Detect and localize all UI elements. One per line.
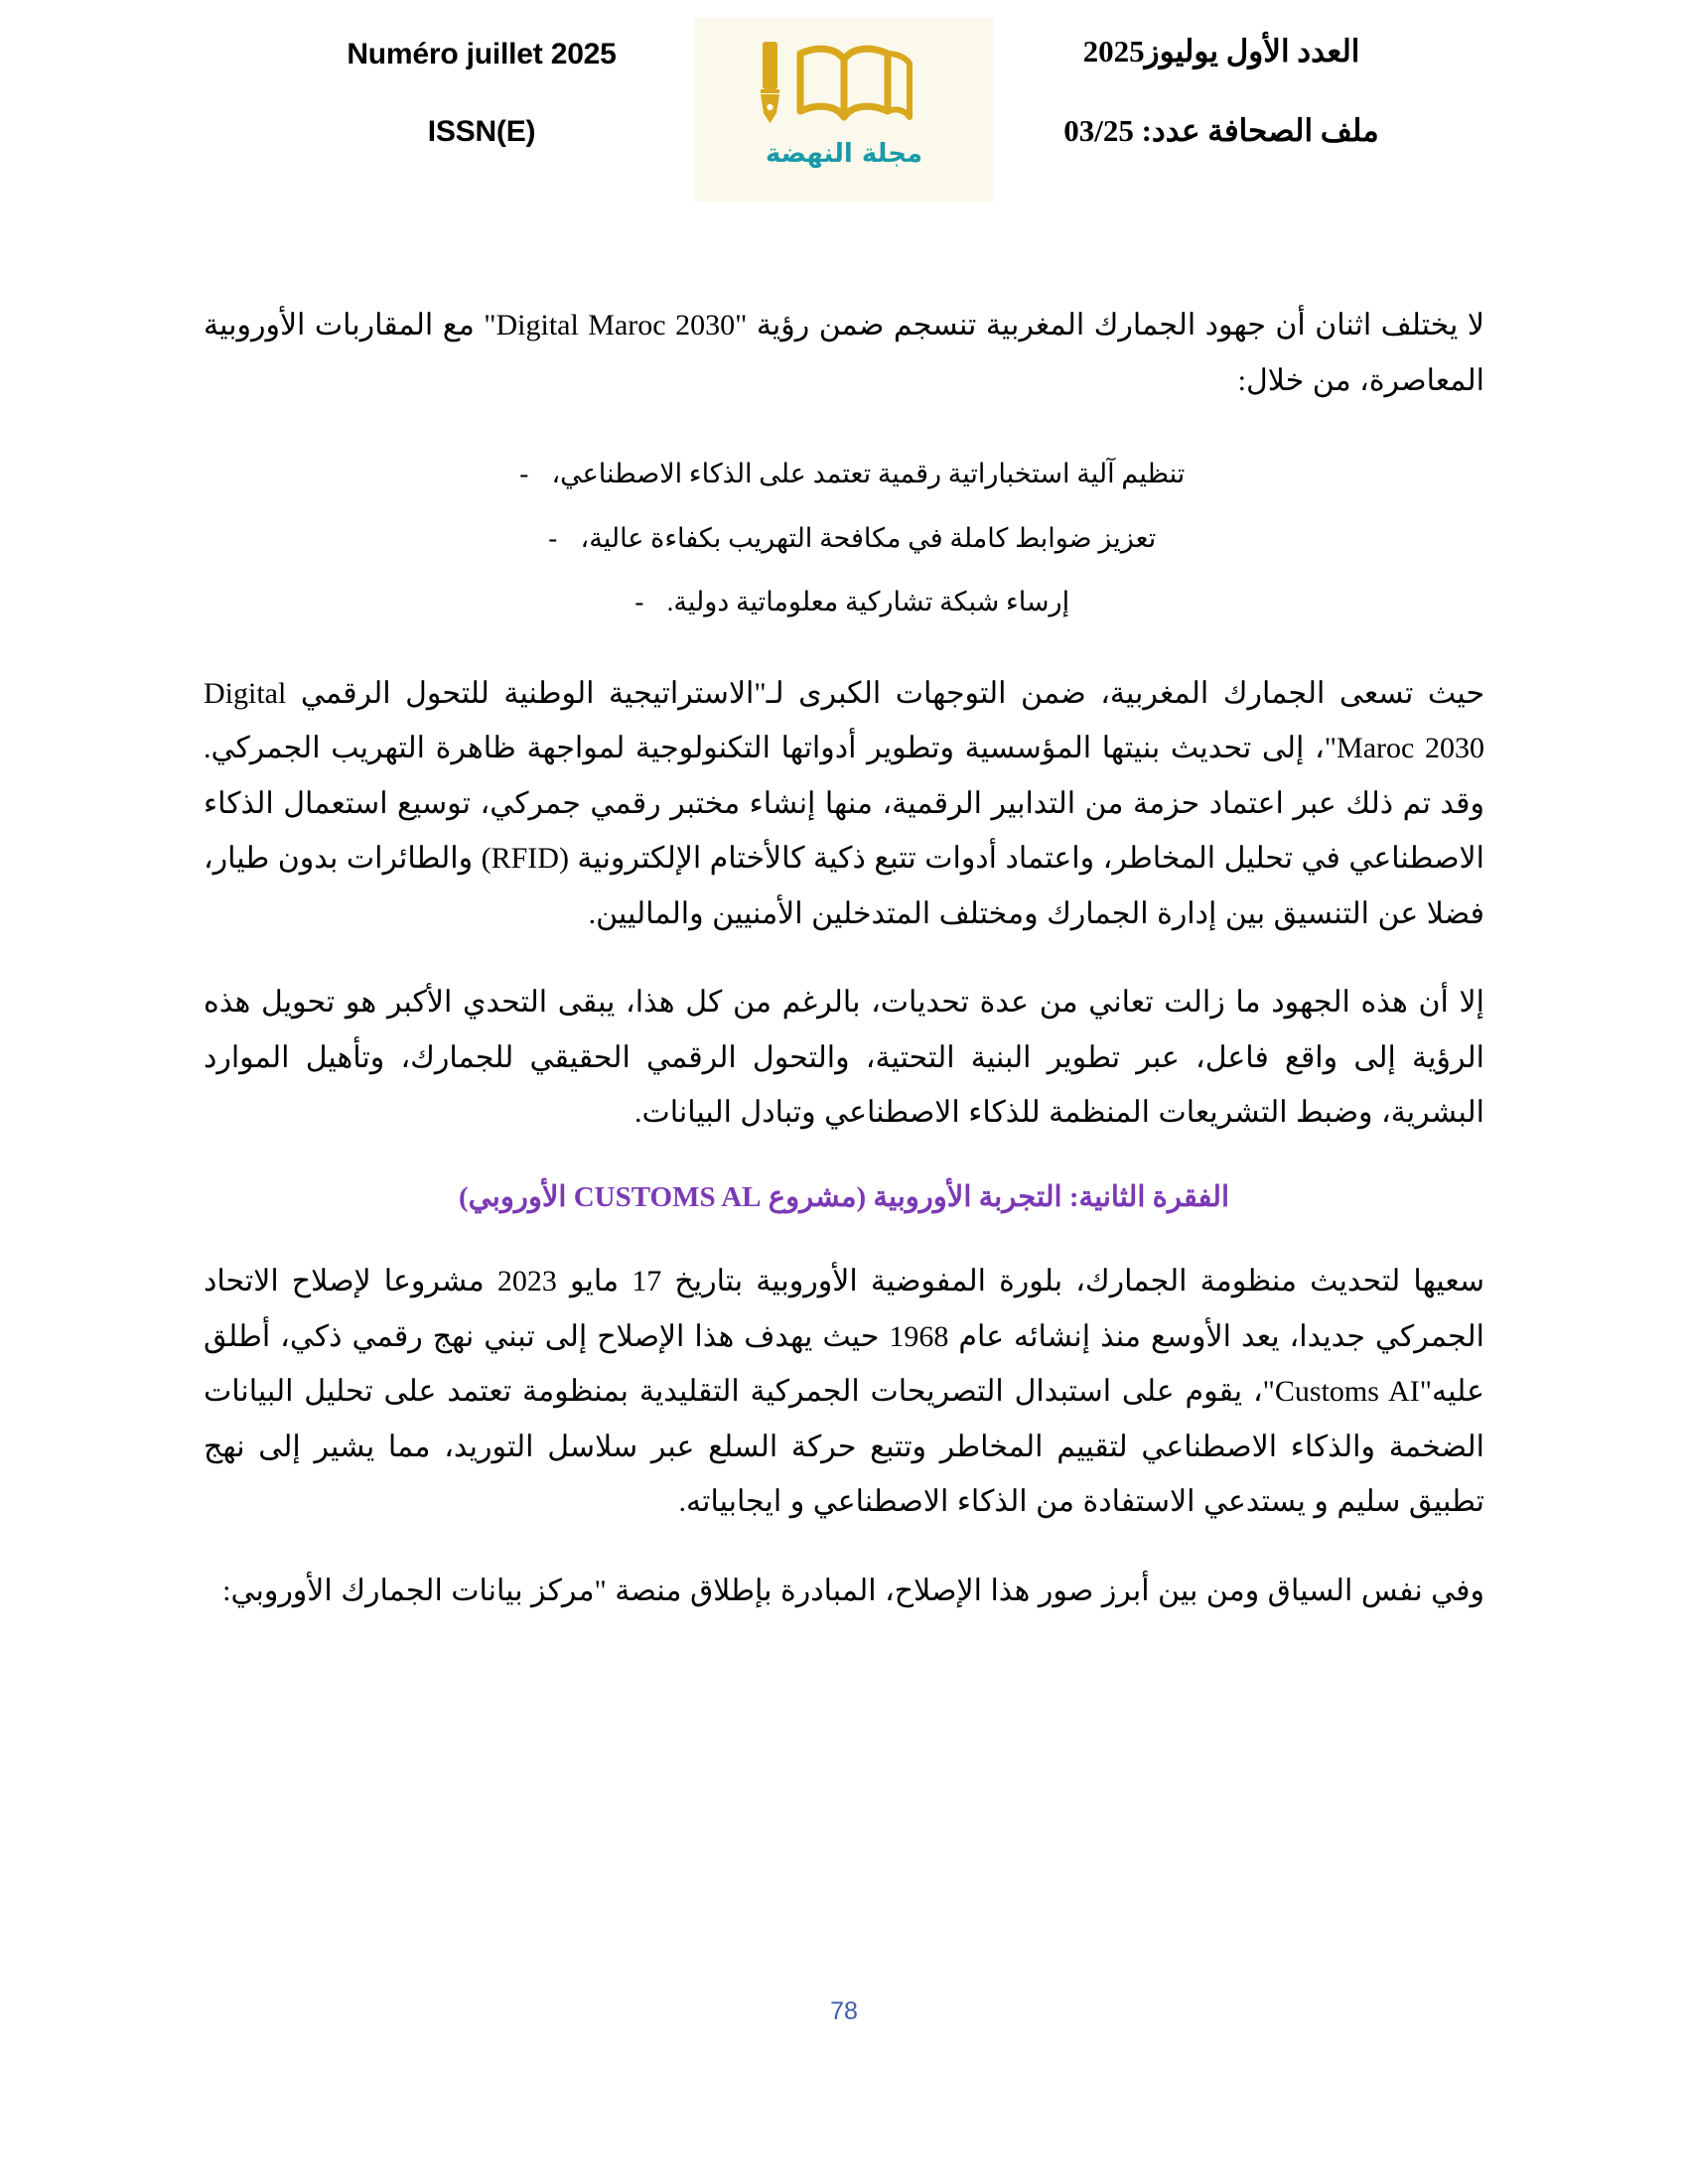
list-item	[204, 450, 1484, 498]
paragraph-challenges: إلا أن هذه الجهود ما زالت تعاني من عدة تحديات، بالرغم من كل هذا، يبقى التحدي الأكبر هو تحويل هذه الرؤية إلى واقع فاعل، عبر تطوير البنية التحتية، والتحول الرقمي الحقيقي للجمارك، وتأهيل الموارد البشرية، وضبط التشريعات المنظمة للذكاء الاصطناعي وتبادل البيانات.	[204, 986, 1484, 1130]
logo-wordmark: مجلة النهضة	[765, 139, 923, 169]
page-number: 78	[830, 1997, 858, 2025]
article-body	[204, 298, 1484, 1652]
bullet-text: تعزيز ضوابط كاملة في مكافحة التهريب بكفاءة عالية،	[580, 522, 1157, 553]
journal-logo	[695, 18, 993, 202]
list-item	[204, 578, 1484, 626]
paragraph-customs-ai: سعيها لتحديث منظومة الجمارك، بلورة المفوضية الأوروبية بتاريخ 17 مايو 2023 مشروعا لإصلاح الاتحاد الجمركي جديدا، يعد الأوسع منذ إنشائه عام 1968 حيث يهدف هذا الإصلاح إلى تبني نهج رقمي ذكي، أطلق عليه"Customs AI"، يقوم على استبدال التصريحات الجمركية التقليدية بمنظومة تعتمد على تحليل البيانات الضخمة والذكاء الاصطناعي لتقييم المخاطر وتتبع حركة السلع عبر سلاسل التوريد، مما يشير إلى نهج تطبيق سليم و يستدعي الاستفادة من الذكاء الاصطناعي و ايجابياته.	[204, 1265, 1485, 1519]
bullet-marker-icon: -	[634, 587, 644, 617]
issn-label: ISSN(E)	[427, 115, 536, 148]
bullet-text: إرساء شبكة تشاركية معلوماتية دولية.	[666, 587, 1070, 617]
bullet-text: تنظيم آلية استخباراتية رقمية تعتمد على الذكاء الاصطناعي،	[551, 459, 1186, 488]
header-right-block	[963, 34, 1479, 149]
bullet-marker-icon: -	[519, 459, 529, 488]
paragraph-data-hub: وفي نفس السياق ومن بين أبرز صور هذا الإصلاح، المبادرة بإطلاق منصة "مركز بيانات الجمارك الأوروبي:	[222, 1573, 1484, 1607]
page-header	[0, 0, 1688, 228]
header-left-block	[248, 38, 715, 149]
press-file-number: ملف الصحافة عدد: 03/25	[1063, 113, 1379, 148]
book-and-pen-icon	[741, 32, 947, 143]
list-item	[204, 514, 1484, 563]
intro-paragraph: لا يختلف اثنان أن جهود الجمارك المغربية تنسجم ضمن رؤية "Digital Maroc 2030" مع المقاربات الأوروبية المعاصرة، من خلال:	[204, 309, 1485, 397]
bullet-marker-icon: -	[548, 522, 558, 553]
issue-number-arabic: العدد الأول يوليوز2025	[1082, 34, 1360, 68]
section-heading-european-experience: الفقرة الثانية: التجربة الأوروبية (مشروع CUSTOMS AL الأوروبي)	[458, 1180, 1230, 1213]
issue-number-french: Numéro juillet 2025	[347, 38, 617, 70]
paragraph-digital-maroc: حيث تسعى الجمارك المغربية، ضمن التوجهات الكبرى لـ"الاستراتيجية الوطنية للتحول الرقمي Digital Maroc 2030"، إلى تحديث بنيتها المؤسسية وتطوير أدواتها التكنولوجية لمواجهة ظاهرة التهريب الجمركي. وقد تم ذلك عبر اعتماد حزمة من التدابير الرقمية، منها إنشاء مختبر رقمي جمركي، توسيع استعمال الذكاء الاصطناعي في تحليل المخاطر، واعتماد أدوات تتبع ذكية كالأختام الإلكترونية (RFID) والطائرات بدون طيار، فضلا عن التنسيق بين إدارة الجمارك ومختلف المتدخلين الأمنيين والماليين.	[204, 676, 1485, 930]
approach-bullet-list	[204, 450, 1484, 626]
